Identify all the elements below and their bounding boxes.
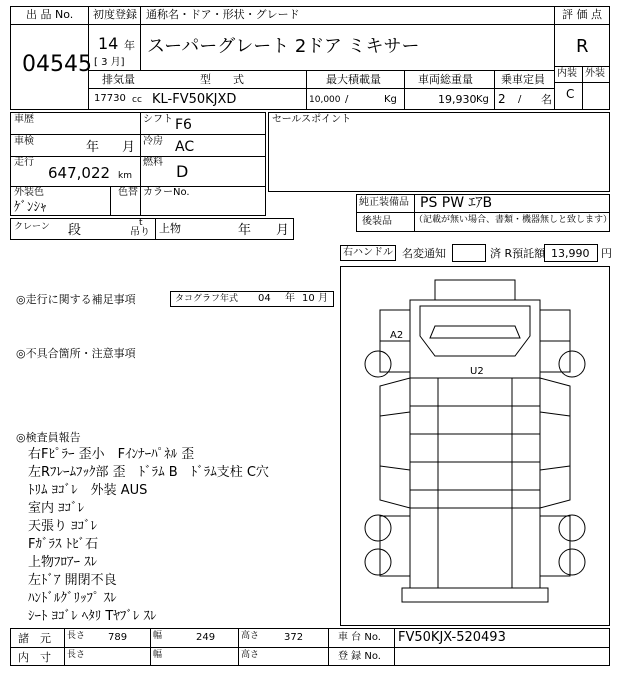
gross-weight-value: 19,930 bbox=[438, 93, 477, 106]
divider bbox=[328, 628, 329, 666]
divider bbox=[88, 88, 554, 89]
tacho-label: タコグラフ年式 bbox=[175, 294, 239, 304]
interior-label: 内装 bbox=[557, 68, 577, 79]
report-line: ﾄﾘﾑ ﾖｺﾞﾚ 外装 AUS bbox=[28, 483, 148, 498]
first-reg-label: 初度登録 bbox=[93, 8, 137, 21]
tacho-year: 04 bbox=[258, 293, 271, 304]
displacement-unit: cc bbox=[132, 95, 142, 105]
report-line: 天張り ﾖｺﾞﾚ bbox=[28, 519, 98, 534]
gross-weight-label: 車両総重量 bbox=[418, 73, 473, 86]
length-value: 789 bbox=[108, 632, 128, 643]
capacity-unit: 名 bbox=[541, 93, 552, 106]
model-label: 型 式 bbox=[200, 73, 244, 86]
divider bbox=[356, 212, 610, 213]
divider bbox=[10, 186, 266, 187]
divider bbox=[10, 156, 266, 157]
truck-diagram bbox=[340, 266, 610, 626]
divider bbox=[554, 24, 610, 25]
lot-number: 04545 bbox=[22, 52, 92, 77]
recycle-label: 済 R預託額 bbox=[490, 247, 546, 260]
divider bbox=[110, 186, 111, 216]
aircon-value: AC bbox=[175, 139, 195, 155]
report-line: Fｶﾞﾗｽ ﾄﾋﾞ石 bbox=[28, 537, 99, 552]
color-label: 外装色 bbox=[14, 187, 44, 198]
inspection-label: 車検 bbox=[14, 136, 34, 147]
tacho-month: 10 bbox=[302, 293, 315, 304]
height-value: 372 bbox=[284, 632, 304, 643]
capacity-label: 乗車定員 bbox=[501, 73, 545, 86]
divider bbox=[64, 628, 65, 666]
divider bbox=[414, 194, 415, 232]
max-load-value: 10,000 bbox=[309, 95, 341, 105]
divider bbox=[582, 66, 583, 110]
divider bbox=[394, 628, 395, 666]
rating-value: R bbox=[576, 36, 589, 57]
report-line: ﾊﾝﾄﾞﾙｸﾞﾘｯﾌﾟ ｽﾚ bbox=[28, 591, 117, 606]
divider bbox=[140, 112, 141, 216]
crane-t: t bbox=[139, 218, 143, 228]
length-label: 長さ bbox=[67, 631, 86, 641]
deck-label: 上物 bbox=[159, 222, 181, 235]
deck-year-unit: 年 bbox=[238, 223, 252, 238]
exterior-label: 外装 bbox=[585, 68, 605, 79]
divider bbox=[10, 647, 610, 648]
shift-value: F6 bbox=[175, 117, 192, 133]
reg-year-unit: 年 bbox=[124, 39, 135, 52]
reg-no-label: 登 録 No. bbox=[338, 651, 381, 662]
color-code-label: カラーNo. bbox=[143, 187, 190, 198]
aftermarket-note: （記載が無い場合、書類・機器無しと致します） bbox=[414, 215, 613, 225]
divider bbox=[10, 134, 266, 135]
deck-month-unit: 月 bbox=[276, 223, 290, 238]
recycle-unit: 円 bbox=[601, 247, 612, 260]
reg-month: [ 3 月] bbox=[94, 57, 125, 68]
equipment-label: 純正装備品 bbox=[359, 197, 409, 208]
color-value: ｹﾞﾝｼｬ bbox=[14, 200, 47, 215]
tacho-month-unit: 月 bbox=[318, 293, 328, 304]
width-label: 幅 bbox=[153, 631, 163, 641]
divider bbox=[554, 6, 555, 110]
divider bbox=[554, 82, 610, 83]
name-change-box bbox=[452, 244, 486, 262]
aircon-label: 冷房 bbox=[143, 136, 163, 147]
crane-stage: 段 bbox=[68, 223, 82, 238]
divider bbox=[150, 628, 151, 666]
mileage-unit: km bbox=[118, 171, 132, 181]
divider bbox=[238, 628, 239, 666]
divider bbox=[404, 70, 405, 110]
inner-height-label: 高さ bbox=[241, 650, 260, 660]
capacity-value: 2 bbox=[498, 92, 506, 106]
report-line: 上物ﾌﾛｱｰ ｽﾚ bbox=[28, 555, 98, 570]
inspection-month-unit: 月 bbox=[122, 140, 136, 155]
inspector-label: ◎検査員報告 bbox=[16, 431, 81, 444]
inner-length-label: 長さ bbox=[67, 650, 86, 660]
fuel-label: 燃料 bbox=[143, 157, 163, 168]
rhd-label: 右ハンドル bbox=[343, 247, 393, 258]
report-line: 左Rﾌﾚｰﾑﾌｯｸ部 歪 ﾄﾞﾗﾑ B ﾄﾞﾗﾑ支柱 C穴 bbox=[28, 465, 269, 480]
divider bbox=[88, 70, 554, 71]
chassis-number: FV50KJX-520493 bbox=[398, 630, 506, 645]
divider bbox=[155, 218, 156, 240]
displacement-label: 排気量 bbox=[102, 73, 135, 86]
reg-year: 14 bbox=[98, 34, 119, 53]
divider bbox=[10, 24, 88, 25]
history-label: 車歴 bbox=[14, 114, 34, 125]
inner-dims-label: 内 寸 bbox=[18, 651, 51, 664]
inspection-year-unit: 年 bbox=[86, 140, 100, 155]
name-label: 通称名・ドア・形状・グレード bbox=[146, 8, 300, 21]
report-line: ｼｰﾄ ﾖｺﾞﾚ ﾍﾀﾘ Tﾔﾌﾞﾚ ｽﾚ bbox=[28, 609, 157, 624]
recycle-amount: 13,990 bbox=[551, 247, 590, 260]
defects-label: ◎不具合箇所・注意事項 bbox=[16, 347, 136, 360]
inner-width-label: 幅 bbox=[153, 650, 163, 660]
max-load-slash: / bbox=[345, 94, 349, 105]
divider bbox=[88, 24, 554, 25]
crane-row bbox=[10, 218, 294, 240]
max-load-unit: Kg bbox=[384, 94, 397, 105]
report-line: 右Fﾋﾟﾗｰ 歪小 Fｲﾝﾅｰﾊﾟﾈﾙ 歪 bbox=[28, 447, 195, 462]
height-label: 高さ bbox=[241, 631, 260, 641]
chassis-label: 車 台 No. bbox=[338, 632, 381, 643]
equipment-value: PS PW ｴｱB bbox=[420, 195, 493, 211]
capacity-slash: / bbox=[518, 94, 522, 105]
fuel-value: D bbox=[176, 162, 189, 181]
name-change-label: 名変通知 bbox=[402, 247, 446, 260]
sales-point-label: セールスポイント bbox=[272, 114, 352, 125]
report-line: 左ﾄﾞｱ 開閉不良 bbox=[28, 573, 117, 588]
car-name: スーパーグレート 2ドア ミキサー bbox=[147, 36, 420, 57]
displacement-value: 17730 bbox=[94, 93, 126, 104]
report-line: 室内 ﾖｺﾞﾚ bbox=[28, 501, 85, 516]
mileage-value: 647,022 bbox=[48, 164, 111, 182]
damage-mark-a2: A2 bbox=[390, 330, 404, 341]
lot-no-label: 出 品 No. bbox=[26, 8, 74, 21]
crane-hang: 吊り bbox=[130, 227, 150, 238]
mileage-label: 走行 bbox=[14, 157, 34, 168]
divider bbox=[140, 24, 141, 70]
divider bbox=[494, 70, 495, 110]
interior-grade: C bbox=[566, 87, 575, 101]
driving-notes-label: ◎走行に関する補足事項 bbox=[16, 293, 136, 306]
divider bbox=[306, 70, 307, 110]
damage-mark-u2: U2 bbox=[470, 366, 484, 377]
shift-label: シフト bbox=[143, 114, 173, 125]
dims-label: 諸 元 bbox=[18, 632, 51, 645]
crane-label: クレーン bbox=[14, 222, 50, 232]
tacho-year-unit: 年 bbox=[285, 293, 295, 304]
color-no-label: 色替 bbox=[118, 187, 138, 198]
width-value: 249 bbox=[196, 632, 216, 643]
model-code: KL-FV50KJXD bbox=[152, 92, 237, 107]
divider bbox=[140, 6, 141, 24]
rating-label: 評 価 点 bbox=[562, 8, 602, 21]
gross-weight-unit: Kg bbox=[476, 94, 489, 105]
max-load-label: 最大積載量 bbox=[326, 73, 381, 86]
aftermarket-label: 後装品 bbox=[362, 216, 392, 227]
